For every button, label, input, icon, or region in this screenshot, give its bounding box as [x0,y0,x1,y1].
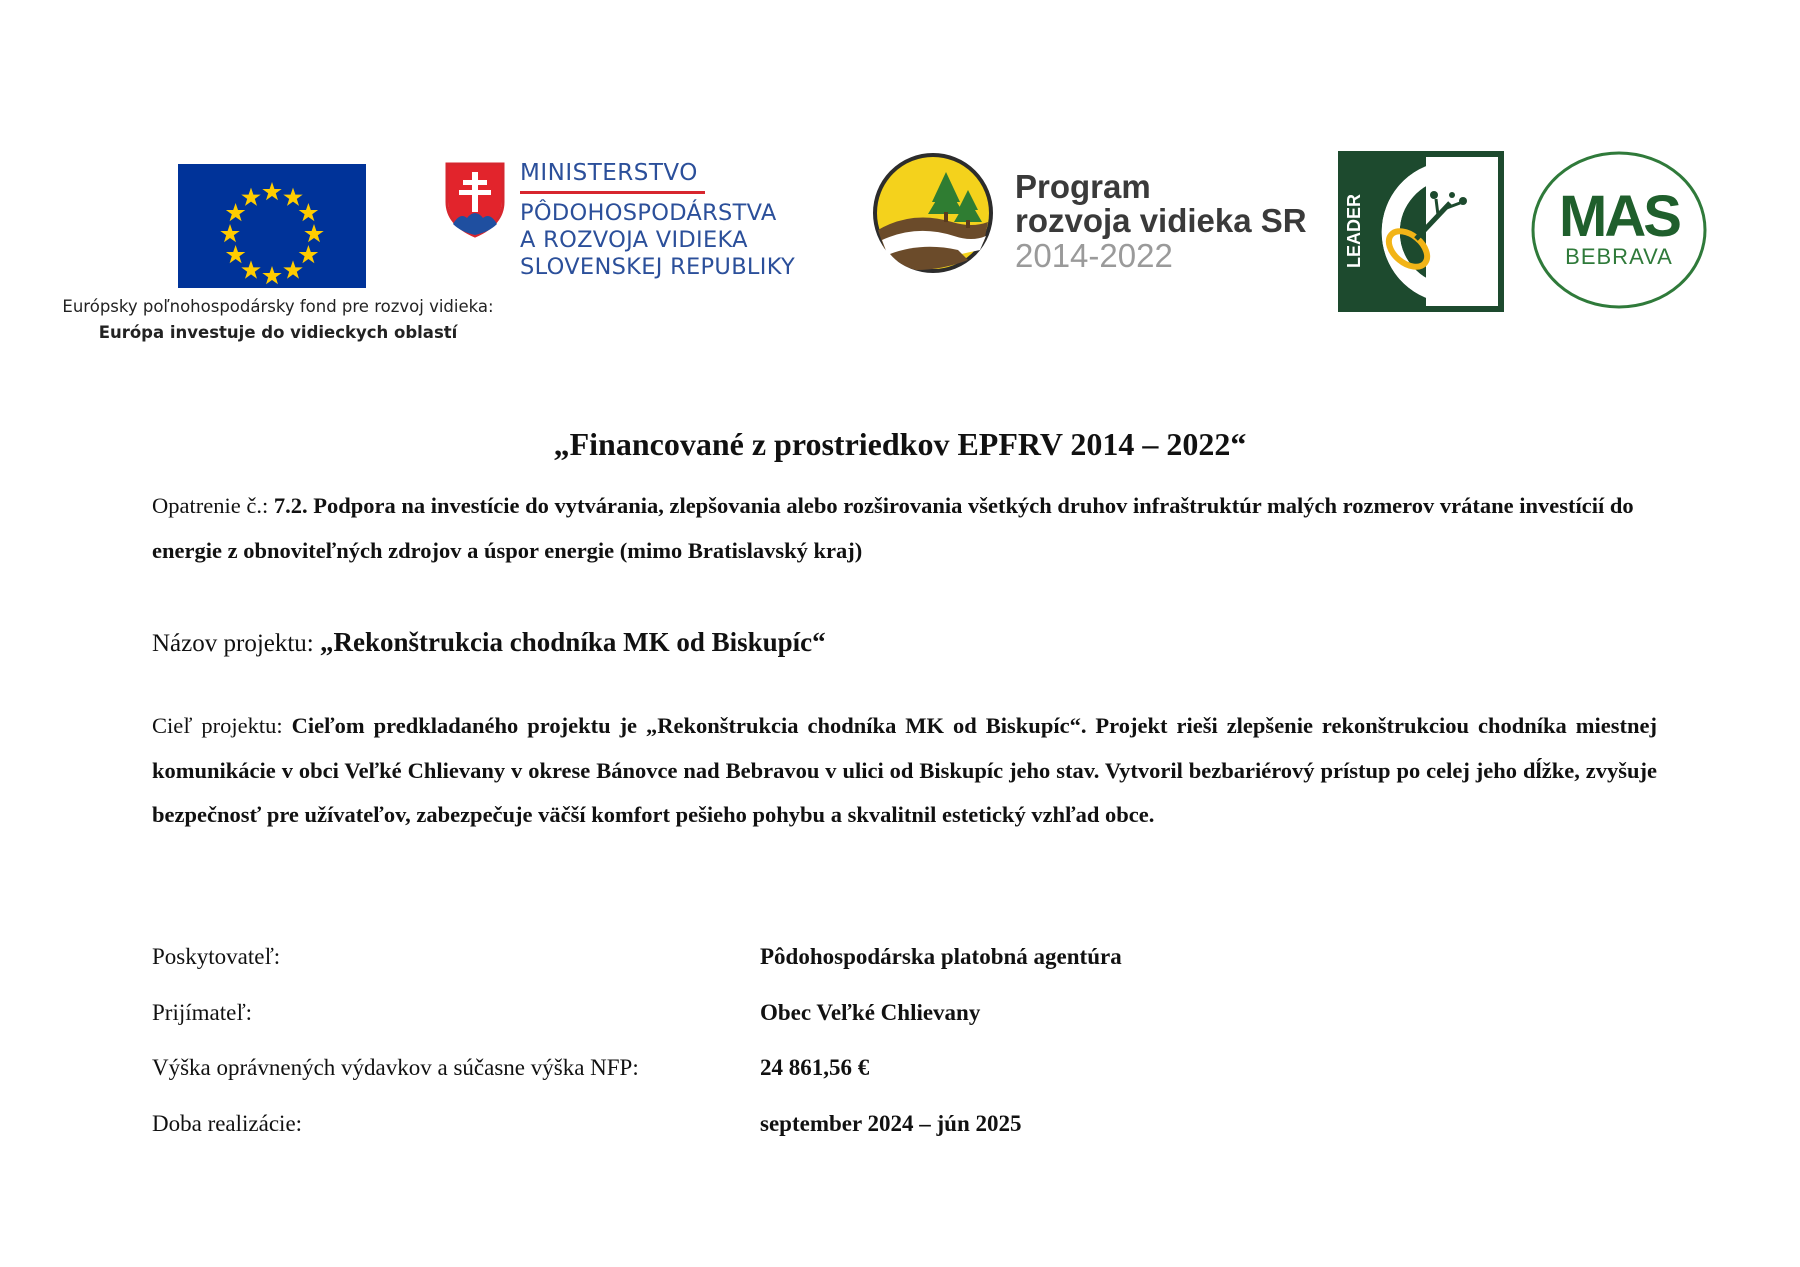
measure-label: Opatrenie č.: [152,493,269,518]
recipient-value: Obec Veľké Chlievany [760,1000,981,1025]
project-goal-paragraph [152,704,1657,838]
project-name-paragraph [152,620,1657,667]
ministry-line3: SLOVENSKEJ REPUBLIKY [520,254,795,280]
goal-label: Cieľ projektu: [152,713,283,738]
duration-value: september 2024 – jún 2025 [760,1111,1022,1136]
ministry-title: MINISTERSTVO [520,160,698,186]
measure-paragraph [152,484,1657,573]
provider-key: Poskytovateľ: [152,944,281,969]
info-row-provider [152,944,1652,984]
eu-stars-icon [178,164,366,288]
amount-key: Výška oprávnených výdavkov a súčasne výška NFP: [152,1055,639,1080]
ministry-logo [445,160,825,290]
rural-program-line2: rozvoja vidieka SR [1015,202,1307,239]
duration-key: Doba realizácie: [152,1111,303,1136]
ministry-line2: A ROZVOJA VIDIEKA [520,227,748,253]
logo-strip [0,0,1800,370]
info-row-duration [152,1111,1652,1151]
measure-value: 7.2. Podpora na investície do vytvárania, zlepšovania alebo rozširovania všetkých druhov infraštruktúr malých rozmerov vrátane investícií do energie z obnoviteľných zdrojov a úspor energie (mimo Bratislavský kraj) [152,493,1634,563]
mas-region: BEBRAVA [1565,244,1673,269]
eu-flag-icon [178,164,366,288]
project-label: Názov projektu: [152,630,314,657]
rural-development-program-icon [872,152,994,274]
rural-program-line1: Program [1015,168,1151,205]
ministry-line1: PÔDOHOSPODÁRSTVA [520,200,777,226]
eu-caption-line2: Európa investuje do vidieckych oblastí [98,323,458,342]
mas-name: MAS [1559,184,1679,249]
rural-program-years: 2014-2022 [1015,237,1173,274]
eu-caption-line1: Európsky poľnohospodársky fond pre rozvoj vidieka: [62,297,494,316]
recipient-key: Prijímateľ: [152,1000,253,1025]
document-title: „Financované z prostriedkov EPFRV 2014 – 2022“ [553,426,1247,462]
leader-logo-icon [1338,151,1504,312]
rural-program-text [1015,170,1307,274]
project-value: „Rekonštrukcia chodníka MK od Biskupíc“ [320,627,826,657]
ministry-divider [520,191,705,194]
goal-value: Cieľom predkladaného projektu je „Rekonštrukcia chodníka MK od Biskupíc“. Projekt rieši zlepšenie rekonštrukciou chodníka miestnej komunikácie v obci Veľké Chlievany v okrese Bánovce nad Bebravou v ulici od Biskupíc jeho stav. Vytvoril bezbariérový prístup po celej jeho dĺžke, zvyšuje bezpečnosť pre užívateľov, zabezpečuje väčší komfort pešieho pohybu a skvalitnil estetický vzhľad obce. [152,713,1658,827]
info-row-recipient [152,1000,1652,1040]
amount-value: 24 861,56 € [760,1055,870,1080]
slovak-coat-of-arms-icon [445,162,505,238]
leader-label: LEADER [1344,193,1364,269]
info-row-amount [152,1055,1652,1095]
provider-value: Pôdohospodárska platobná agentúra [760,944,1122,969]
